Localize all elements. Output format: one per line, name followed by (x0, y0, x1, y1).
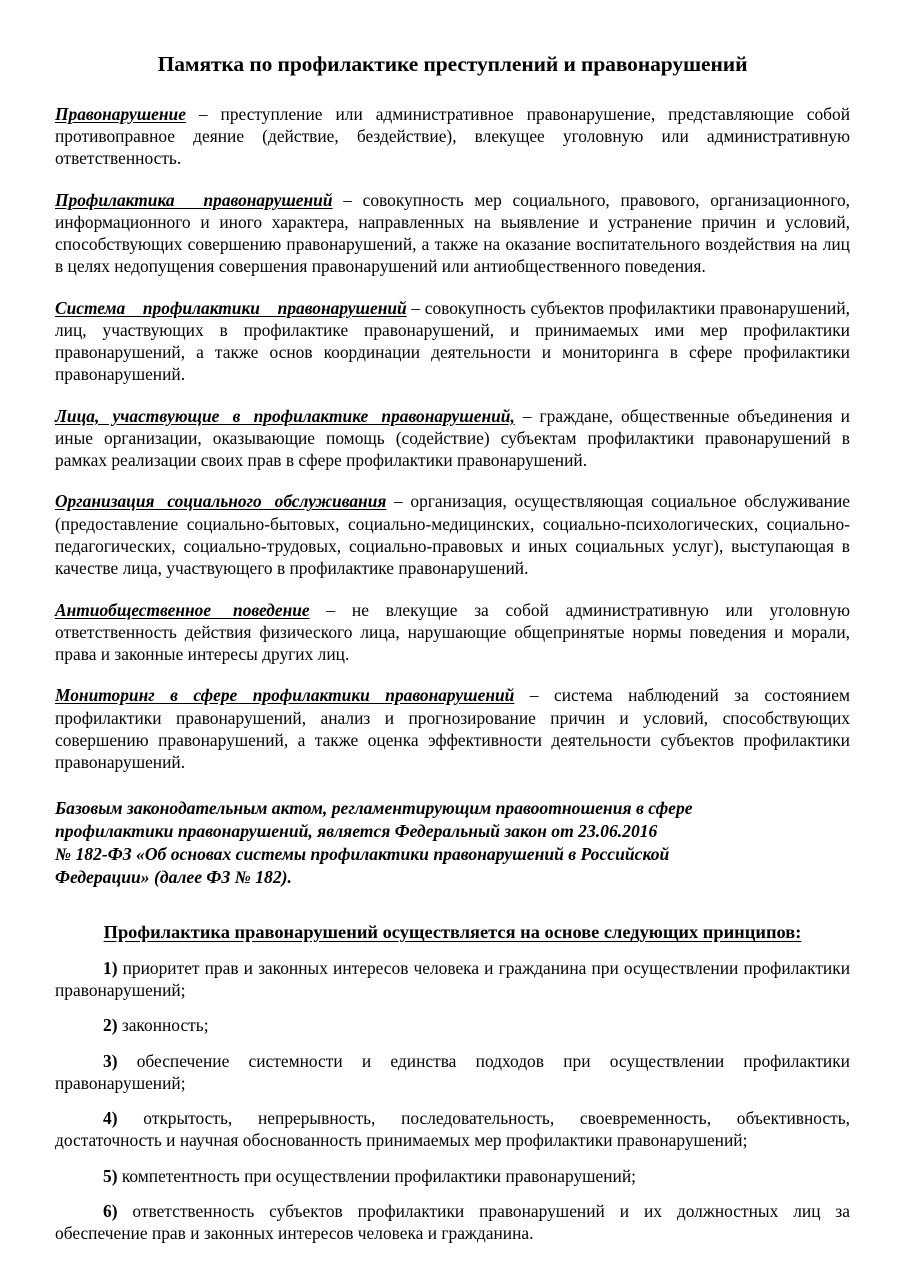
law-statement-line-4: Федерации» (далее ФЗ № 182). (55, 866, 292, 887)
principle-text-6: ответственность субъектов профилактики правонарушений и их должностных лиц за обеспечение прав и законных интересов человека и гражданина. (55, 1201, 850, 1244)
definition-paragraph-2 (55, 189, 850, 278)
principle-item-6 (55, 1200, 850, 1245)
definition-term-5: Организация социального обслуживания (55, 491, 387, 512)
definition-term-7: Мониторинг в сфере профилактики правонарушений (55, 685, 515, 706)
principles-heading (55, 921, 850, 943)
definition-paragraph-4 (55, 405, 850, 472)
definition-paragraph-5 (55, 490, 850, 579)
definition-body-1: – преступление или административное правонарушение, представляющие собой противоправное деяние (действие, бездействие), влекущее уголовную или административную ответственность. (55, 103, 850, 169)
law-statement-line-1: Базовым законодательным актом, регламентирующим правоотношения в сфере (55, 798, 693, 819)
principles-heading-text: Профилактика правонарушений осуществляется на основе следующих принципов: (103, 921, 802, 942)
definition-body-6: – не влекущие за собой административную или уголовную ответственность действия физического лица, нарушающие общепринятые нормы поведения и морали, права и законные интересы других лиц. (55, 599, 850, 665)
definition-body-3: – совокупность субъектов профилактики правонарушений, лиц, участвующих в профилактике правонарушений, и принимаемых ими мер профилактики правонарушений, а также основ координации деятельности и мониторинга в сфере профилактики правонарушений. (55, 297, 850, 385)
principle-text-2: законность; (117, 1015, 209, 1036)
principle-number-2: 2) (103, 1015, 118, 1036)
definition-term-3: Система профилактики правонарушений (55, 297, 407, 318)
definition-body-5: – организация, осуществляющая социальное обслуживание (предоставление социально-бытовых, социально-медицинских, социально-психологических, социально-педагогических, социально-трудовых, социально-правовых и иных социальных услуг), выступающая в качестве лица, участвующего в профилактике правонарушений. (55, 491, 850, 579)
principle-item-5 (55, 1165, 850, 1187)
principle-item-1 (55, 957, 850, 1002)
principle-text-4: открытость, непрерывность, последовательность, своевременность, объективность, достаточность и научная обоснованность принимаемых мер профилактики правонарушений; (55, 1108, 850, 1151)
principle-item-2 (55, 1014, 850, 1036)
principle-text-3: обеспечение системности и единства подходов при осуществлении профилактики правонарушений; (55, 1050, 850, 1093)
principle-item-4 (55, 1107, 850, 1152)
definition-paragraph-6 (55, 599, 850, 666)
principle-number-5: 5) (103, 1165, 118, 1186)
principle-item-3 (55, 1050, 850, 1095)
definition-body-4: – граждане, общественные объединения и иные организации, оказывающие помощь (содействие) субъектам профилактики правонарушений в рамках реализации своих прав в сфере профилактики правонарушений. (55, 405, 850, 471)
definition-body-2: – совокупность мер социального, правового, организационного, информационного и иного характера, направленных на выявление и устранение причин и условий, способствующих совершению правонарушений, а также на оказание воспитательного воздействия на лиц в целях недопущения совершения правонарушений или антиобщественного поведения. (55, 189, 850, 277)
definition-body-7: – система наблюдений за состоянием профилактики правонарушений, анализ и прогнозирование причин и условий, способствующих совершению правонарушений, а также оценка эффективности деятельности субъектов профилактики правонарушений. (55, 685, 851, 773)
principle-number-6: 6) (103, 1201, 118, 1221)
principle-text-1: приоритет прав и законных интересов человека и гражданина при осуществлении профилактики правонарушений; (55, 957, 850, 1001)
principle-number-1: 1) (103, 957, 118, 978)
principle-number-3: 3) (103, 1050, 118, 1071)
definition-term-4: Лица, участвующие в профилактике правонарушений, (55, 405, 515, 426)
definition-term-2: Профилактика правонарушений (55, 189, 333, 210)
definition-term-1: Правонарушение (55, 103, 186, 124)
page-title: Памятка по профилактике преступлений и правонарушений (157, 52, 748, 76)
principle-number-4: 4) (103, 1108, 118, 1129)
definition-term-6: Антиобщественное поведение (55, 599, 310, 620)
principle-text-5: компетентность при осуществлении профилактики правонарушений; (117, 1165, 637, 1186)
definition-paragraph-3 (55, 297, 850, 386)
law-statement-line-3: № 182-ФЗ «Об основах системы профилактики правонарушений в Российской (55, 844, 670, 865)
law-statement-line-2: профилактики правонарушений, является Федеральный закон от 23.06.2016 (55, 821, 658, 842)
definition-paragraph-7 (55, 684, 850, 773)
definition-paragraph-1 (55, 103, 850, 170)
law-statement (55, 797, 850, 888)
